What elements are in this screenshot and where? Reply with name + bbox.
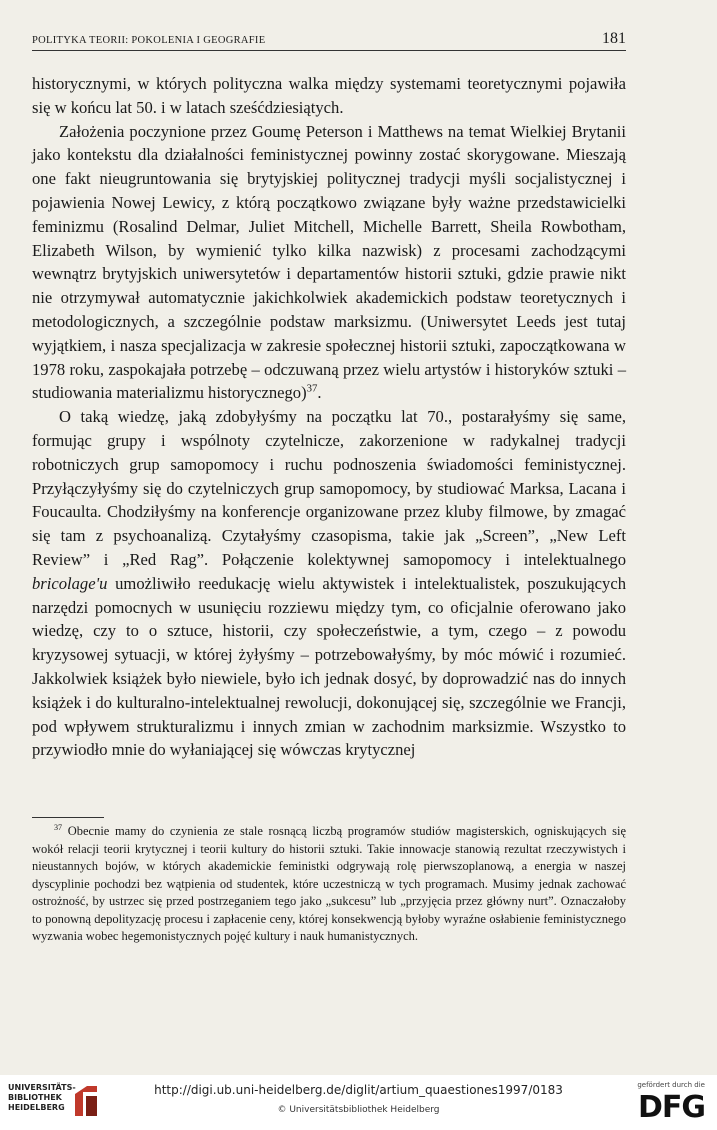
paragraph-3-part-b: umożliwiło reedukację wielu aktywistek i intelektualistek, poszukujących narzędzi pomocnych w usunięciu rozziewu między tym, co oficjalnie oferowano jako wiedzę, czy to o sztuce, historii, czy społeczeństwie, a tym, czego – z powodu kryzysowej sytuacji, w której żyłyśmy – potrzebowałyśmy, by móc mówić i rozumieć. Jakkolwiek książek było niewiele, było ich jednak dosyć, by doprowadzić nas do innych książek i do kulturalno-intelektualnej rewolucji, dokonującej się, szczególnie we Francji, pod wpływem strukturalizmu i innych zmian w zachodnim marksizmie. Wszystko to przywiodło mnie do wyłaniającej się wówczas krytycznej — [32, 573, 626, 760]
footnote-ref: 37 — [306, 382, 318, 395]
running-header — [32, 30, 626, 51]
dfg-logo: DFG — [637, 1090, 705, 1125]
paragraph-2 — [32, 120, 626, 406]
digitization-footer — [0, 1075, 717, 1130]
italic-term: bricolage'u — [32, 573, 108, 593]
permalink-url[interactable]: http://digi.ub.uni-heidelberg.de/diglit/artium_quaestiones1997/0183 — [154, 1083, 563, 1097]
footnote-number: 37 — [54, 822, 63, 832]
funder-note: gefördert durch die — [637, 1081, 705, 1089]
paragraph-3-part-a: O taką wiedzę, jaką zdobyłyśmy na początku lat 70., postarałyśmy się same, formując grupy i wspólnoty czytelnicze, zakorzenione w radykalnej tradycji robotniczych grup samopomocy i ruchu podnoszenia świadomości feministycznej. Przyłączyłyśmy się do czytelniczych grup samopomocy, by studiować Marksa, Lacana i Foucaulta. Chodziłyśmy na konferencje organizowane przez kluby filmowe, by zmagać się tam z psychoanalizą. Czytałyśmy czasopisma, takie jak „Screen”, „New Left Review” i „Red Rag”. Połączenie kolektywnej samopomocy i intelektualnego — [32, 407, 626, 569]
library-name-line-1: UNIVERSITÄTS- — [8, 1083, 76, 1092]
page-number: 181 — [602, 30, 626, 47]
footnote-text: Obecnie mamy do czynienia ze stale rosnącą liczbą programów studiów magisterskich, ogniskujących się wokół relacji teorii krytycznej i teorii kultury do historii sztuki. Takie innowacje stanowią rezultat rzeczywistych i nieustannych bojów, w których akademickie feministki odgrywają rolę pierwszoplanową, a energia w naszej dyscyplinie pochodzi bez wątpienia od studentek, które uczestniczą w tych programach. Musimy jednak zachować ostrożność, by ustrzec się przed postrzeganiem tego jako „sukcesu” lub „przyjęcia przez główny nurt”. Oznaczałoby to ponowną depolityzację procesu i zapłacenie ceny, której konsekwencją byłoby wyraźne osłabienie feministycznego wyzwania wobec hegemonistycznych pojęć kultury i nauk humanistycznych. — [32, 824, 626, 943]
paragraph-2-end: . — [317, 383, 322, 403]
library-name-line-3: HEIDELBERG — [8, 1103, 65, 1112]
running-title: POLITYKA TEORII: POKOLENIA I GEOGRAFIE — [32, 35, 266, 46]
copyright-notice: © Universitätsbibliothek Heidelberg — [277, 1105, 440, 1115]
paragraph-3 — [32, 405, 626, 762]
library-name-line-2: BIBLIOTHEK — [8, 1093, 62, 1102]
main-text — [32, 72, 626, 762]
footnote-divider — [32, 817, 104, 818]
paragraph-2-text: Założenia poczynione przez Goumę Peterson i Matthews na temat Wielkiej Brytanii jako kontekstu dla działalności feministycznej powinny zostać skorygowane. Mieszają one fakt nieugruntowania się brytyjskiej politycznej tradycji myśli socjalistycznej i pojawienia Nowej Lewicy, z którą początkowo związane były ważne przedstawicielki feminizmu (Rosalind Delmar, Juliet Mitchell, Michelle Barrett, Sheila Rowbotham, Elizabeth Wilson, by wymienić tylko kilka nazwisk) z procesami zachodzącymi wewnątrz brytyjskich uniwersytetów i departamentów historii sztuki, gdzie prawie nikt nie otrzymywał automatycznie jakichkolwiek akademickich podstaw teoretycznych i metodologicznych, a szczególnie podstaw marksizmu. (Uniwersytet Leeds jest tutaj wyjątkiem, i nasza specjalizacja w zakresie społecznej historii sztuki, zapoczątkowana w 1978 roku, zaspokajała potrzebę – odczuwaną przez wielu artystów i historyków sztuki – studiowania materializmu historycznego) — [32, 121, 626, 403]
paragraph-1: historycznymi, w których polityczna walka między systemami teoretycznymi pojawiła się w końcu lat 50. i w latach sześćdziesiątych. — [32, 74, 626, 117]
footnote — [32, 823, 626, 946]
